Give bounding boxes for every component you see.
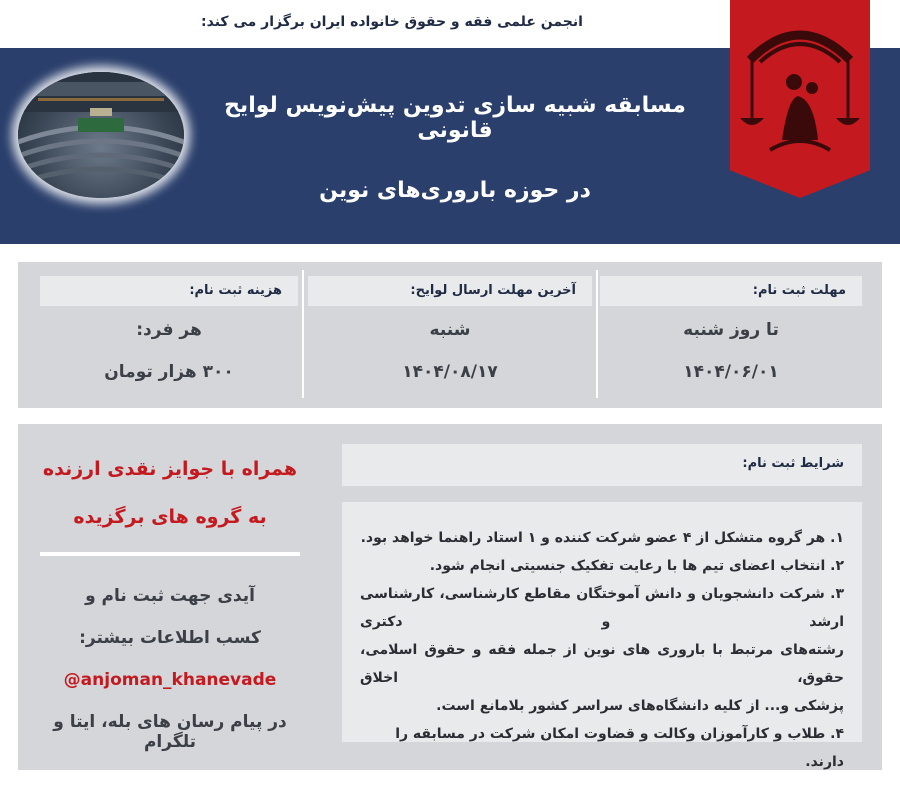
prize-line-2: به گروه های برگزیده: [73, 506, 267, 528]
conditions-panel: [18, 424, 882, 770]
id-line-1: آیدی جهت ثبت نام و: [85, 586, 255, 606]
divider: [40, 552, 300, 556]
organizer-line: انجمن علمی فقه و حقوق خانواده ایران برگزار می کند:: [201, 14, 583, 30]
conditions-heading: شرایط ثبت نام:: [342, 444, 862, 486]
registration-deadline-line1: تا روز شنبه: [683, 320, 779, 340]
prize-sidebar: [18, 424, 318, 770]
list-item: ۲. انتخاب اعضای تیم ها با رعایت تفکیک جنسیتی انجام شود.: [429, 558, 844, 574]
info-panel: [18, 262, 882, 408]
id-line-2: کسب اطلاعات بیشتر:: [79, 628, 261, 648]
list-item: رشته‌های مرتبط با باروری های نوین از جمله فقه و حقوق اسلامی، حقوق، اخلاق: [360, 642, 844, 686]
submission-deadline-label: آخرین مهلت ارسال لوایح:: [308, 276, 592, 306]
list-item: ۳. شرکت دانشجویان و دانش آموختگان مقاطع کارشناسی، کارشناسی ارشد و دکتری: [360, 586, 844, 630]
registration-deadline-date: ۱۴۰۴/۰۶/۰۱: [683, 362, 779, 382]
channels-line: در پیام رسان های بله، ایتا و تلگرام: [53, 712, 287, 752]
list-item: پزشکی و... از کلیه دانشگاه‌های سراسر کشور بلامانع است.: [436, 698, 844, 714]
column-divider: [302, 270, 304, 398]
list-item: ۱. هر گروه متشکل از ۴ عضو شرکت کننده و ۱ استاد راهنما خواهد بود.: [360, 530, 844, 546]
prize-line-1: همراه با جوایز نقدی ارزنده: [42, 458, 298, 480]
list-item: ۴. طلاب و کارآموزان وکالت و قضاوت امکان شرکت در مسابقه را دارند.: [395, 726, 844, 770]
fee-amount: ۳۰۰ هزار تومان: [104, 362, 234, 382]
banner-subtitle: در حوزه باروری‌های نوین: [319, 178, 591, 203]
parliament-photo: [18, 72, 184, 198]
fee-per-person: هر فرد:: [136, 320, 202, 340]
association-logo: [730, 0, 870, 198]
fee-label: هزینه ثبت نام:: [40, 276, 298, 306]
telegram-handle[interactable]: @anjoman_khanevade: [63, 670, 277, 690]
registration-deadline-label: مهلت ثبت نام:: [600, 276, 862, 306]
submission-deadline-date: ۱۴۰۴/۰۸/۱۷: [402, 362, 498, 382]
banner-title: مسابقه شبیه سازی تدوین پیش‌نویس لوایح قانونی: [224, 93, 686, 143]
column-divider: [596, 270, 598, 398]
conditions-list: [342, 502, 862, 770]
submission-deadline-day: شنبه: [429, 320, 471, 340]
